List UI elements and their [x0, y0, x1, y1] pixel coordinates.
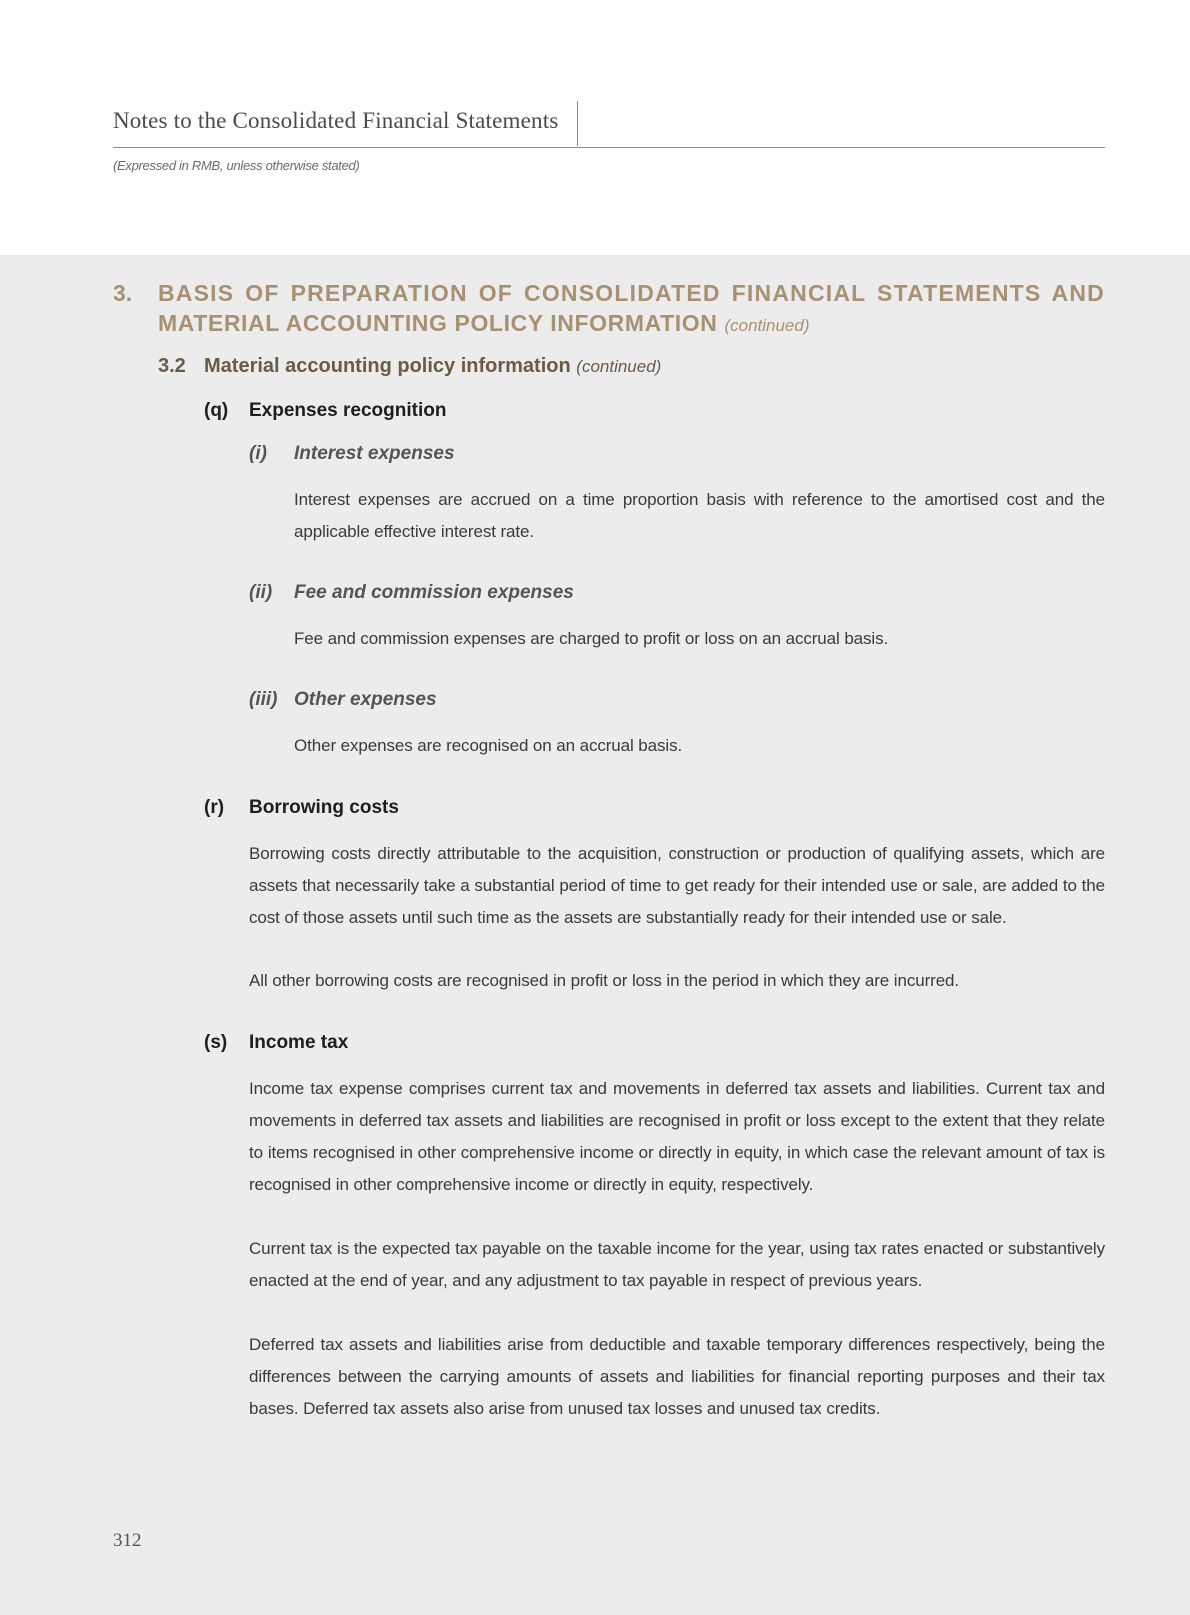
item-s-paragraph-2: Current tax is the expected tax payable on the taxable income for the year, using tax rates enacted or substantively enacted at the end of year, and any adjustment to tax payable in respect of previous years.	[249, 1239, 1105, 1290]
section-title-line2	[158, 310, 810, 337]
subsection-number: 3.2	[158, 355, 186, 377]
item-q-label: (q)	[204, 400, 229, 421]
item-r-paragraph-1: Borrowing costs directly attributable to the acquisition, construction or production of qualifying assets, which are assets that necessarily take a substantial period of time to get ready for their intended use or sale, are added to the cost of those assets until such time as the assets are substantially ready for their intended use or sale.	[249, 844, 1105, 927]
item-q-i-title: Interest expenses	[294, 443, 455, 464]
item-q-i-label: (i)	[249, 443, 267, 464]
header-subtitle: (Expressed in RMB, unless otherwise stated)	[113, 158, 360, 173]
item-r-label: (r)	[204, 797, 225, 818]
page-header-title: Notes to the Consolidated Financial Statements	[113, 108, 559, 133]
section-continued: (continued)	[724, 316, 810, 335]
item-s-paragraph-3: Deferred tax assets and liabilities arise from deductible and taxable temporary differences respectively, being the differences between the carrying amounts of assets and liabilities for financial reporting purposes and their tax bases. Deferred tax assets also arise from unused tax losses and unused tax credits.	[249, 1335, 1105, 1418]
item-q-ii-label: (ii)	[249, 582, 273, 603]
section-number: 3.	[113, 280, 133, 306]
item-q-title: Expenses recognition	[249, 400, 447, 421]
item-s-paragraph-1: Income tax expense comprises current tax and movements in deferred tax assets and liabilities. Current tax and movements in deferred tax assets and liabilities are recognised in profit or loss except to the extent that they relate to items recognised in other comprehensive income or directly in equity, in which case the relevant amount of tax is recognised in other comprehensive income or directly in equity, respectively.	[249, 1079, 1105, 1194]
item-s-label: (s)	[204, 1032, 228, 1053]
item-q-iii-label: (iii)	[249, 689, 278, 710]
section-title-line2-text: MATERIAL ACCOUNTING POLICY INFORMATION	[158, 310, 718, 336]
item-q-iii-text: Other expenses are recognised on an accrual basis.	[294, 736, 683, 755]
item-q-ii-title: Fee and commission expenses	[294, 582, 574, 603]
item-s-title: Income tax	[249, 1032, 349, 1053]
item-r-title: Borrowing costs	[249, 797, 399, 818]
header-rule	[113, 147, 1105, 148]
subsection-title-text: Material accounting policy information	[204, 355, 571, 377]
item-q-ii-text: Fee and commission expenses are charged to profit or loss on an accrual basis.	[294, 629, 889, 648]
subsection-continued: (continued)	[576, 357, 662, 376]
section-title-line1: BASIS OF PREPARATION OF CONSOLIDATED FINANCIAL STATEMENTS AND	[158, 280, 1105, 306]
item-q-iii-title: Other expenses	[294, 689, 437, 710]
header-divider-vertical	[577, 101, 578, 146]
page-number: 312	[113, 1530, 142, 1551]
subsection-title	[204, 355, 661, 378]
item-q-i-text: Interest expenses are accrued on a time proportion basis with reference to the amortised cost and the applicable effective interest rate.	[294, 490, 1105, 541]
item-r-paragraph-2: All other borrowing costs are recognised in profit or loss in the period in which they are incurred.	[249, 971, 960, 990]
